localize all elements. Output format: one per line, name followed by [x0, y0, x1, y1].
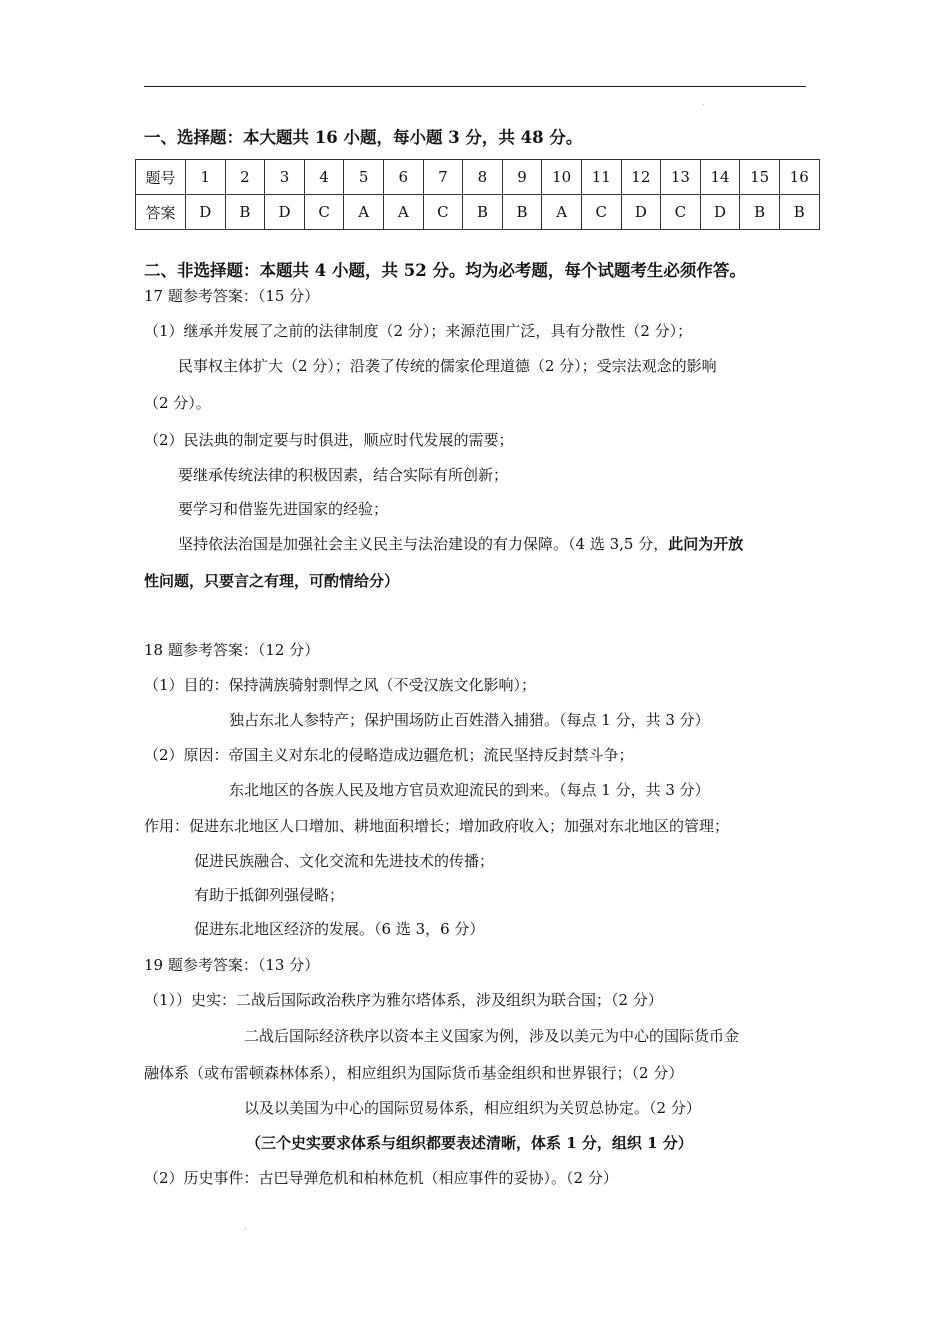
q19-line: （2）历史事件：古巴导弹危机和柏林危机（相应事件的妥协）。（2 分） [144, 1169, 618, 1187]
table-cell: 3 [265, 160, 305, 195]
q17-line: 民事权主体扩大（2 分）；沿袭了传统的儒家伦理道德（2 分）；受宗法观念的影响 [178, 357, 717, 375]
table-cell: C [423, 195, 463, 230]
q18-line: 有助于抵御列强侵略； [194, 886, 345, 904]
q19-line: 融体系（或布雷顿森林体系），相应组织为国际货币基金组织和世界银行；（2 分） [144, 1064, 684, 1082]
q17-title: 17 题参考答案：（15 分） [144, 287, 320, 305]
table-cell: 2 [225, 160, 265, 195]
q17-note-bold: 此问为开放 [668, 535, 744, 553]
table-cell: D [621, 195, 661, 230]
table-cell: 7 [423, 160, 463, 195]
q18-line: （1）目的：保持满族骑射剽悍之风（不受汉族文化影响）； [144, 676, 537, 694]
table-cell: 5 [344, 160, 384, 195]
table-cell: 6 [383, 160, 423, 195]
q18-line: 东北地区的各族人民及地方官员欢迎流民的到来。（每点 1 分，共 3 分） [229, 781, 710, 799]
table-cell: 8 [463, 160, 503, 195]
table-cell: C [661, 195, 701, 230]
table-cell: 14 [700, 160, 740, 195]
q17-line: 要继承传统法律的积极因素，结合实际有所创新； [178, 466, 509, 484]
section2-heading: 二、非选择题：本题共 4 小题，共 52 分。均为必考题，每个试题考生必须作答。 [144, 261, 746, 280]
table-cell: 12 [621, 160, 661, 195]
q17-line: （2）民法典的制定要与时俱进，顺应时代发展的需要； [144, 431, 514, 449]
q19-line: 以及以美国为中心的国际贸易体系，相应组织为关贸总协定。（2 分） [244, 1099, 701, 1117]
table-cell: A [344, 195, 384, 230]
q18-title: 18 题参考答案：（12 分） [144, 641, 320, 659]
table-cell: 16 [779, 160, 819, 195]
row-label-number: 题号 [136, 160, 186, 195]
q18-line: 促进民族融合、文化交流和先进技术的传播； [194, 852, 495, 870]
q18-line: 作用：促进东北地区人口增加、耕地面积增长；增加政府收入；加强对东北地区的管理； [144, 817, 730, 835]
header-rule [144, 86, 806, 87]
table-cell: 13 [661, 160, 701, 195]
section1-heading: 一、选择题：本大题共 16 小题，每小题 3 分，共 48 分。 [144, 128, 583, 147]
q17-line [178, 534, 743, 554]
table-row-answers [136, 195, 820, 230]
table-cell: 1 [186, 160, 226, 195]
speck: . [244, 1222, 247, 1231]
q19-note-bold: （三个史实要求体系与组织都要表述清晰，体系 1 分，组织 1 分） [246, 1134, 693, 1152]
table-cell: C [581, 195, 621, 230]
table-cell: D [265, 195, 305, 230]
q18-line: 独占东北人参特产；保护围场防止百姓潜入捕猎。（每点 1 分，共 3 分） [229, 711, 710, 729]
table-cell: B [463, 195, 503, 230]
q19-line: （1））史实：二战后国际政治秩序为雅尔塔体系，涉及组织为联合国；（2 分） [144, 991, 663, 1009]
speck: . [702, 98, 705, 107]
q19-title: 19 题参考答案：（13 分） [144, 956, 320, 974]
table-cell: B [502, 195, 542, 230]
table-cell: B [740, 195, 780, 230]
q17-line: （2 分）。 [144, 394, 211, 412]
table-cell: 10 [542, 160, 582, 195]
q17-line: 要学习和借鉴先进国家的经验； [178, 500, 389, 518]
table-cell: 11 [581, 160, 621, 195]
table-cell: A [383, 195, 423, 230]
table-row-numbers [136, 160, 820, 195]
table-cell: D [186, 195, 226, 230]
row-label-answer: 答案 [136, 195, 186, 230]
table-cell: C [304, 195, 344, 230]
q17-line-text: 坚持依法治国是加强社会主义民主与法治建设的有力保障。（4 选 3,5 分， [178, 535, 669, 553]
table-cell: D [700, 195, 740, 230]
table-cell: 4 [304, 160, 344, 195]
table-cell: 15 [740, 160, 780, 195]
table-cell: B [779, 195, 819, 230]
q17-note-bold: 性问题，只要言之有理，可酌情给分） [144, 572, 400, 590]
table-cell: A [542, 195, 582, 230]
q19-line: 二战后国际经济秩序以资本主义国家为例，涉及以美元为中心的国际货币金 [244, 1027, 740, 1045]
q17-line: （1）继承并发展了之前的法律制度（2 分）；来源范围广泛，具有分散性（2 分）； [144, 322, 693, 340]
table-cell: 9 [502, 160, 542, 195]
answer-table [135, 159, 820, 230]
q18-line: 促进东北地区经济的发展。（6 选 3，6 分） [194, 920, 485, 938]
table-cell: B [225, 195, 265, 230]
q18-line: （2）原因：帝国主义对东北的侵略造成边疆危机；流民坚持反封禁斗争； [144, 746, 634, 764]
